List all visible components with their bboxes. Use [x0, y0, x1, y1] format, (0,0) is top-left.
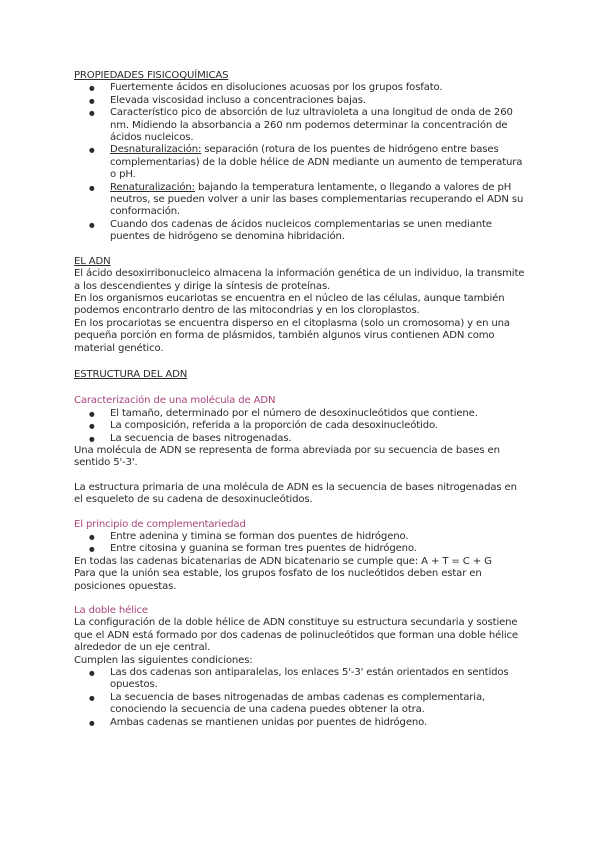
list-item: ● La secuencia de bases nitrogenadas de ambas cadenas es complementaria, conociendo la secuencia de una cadena puedes obtener la otra.: [110, 692, 526, 717]
paragraph: La estructura primaria de una molécula de ADN es la secuencia de bases nitrogenadas en el esqueleto de su cadena de desoxinucleótidos.: [74, 481, 517, 506]
list-item: ● Las dos cadenas son antiparalelas, los enlaces 5'-3' están orientados en sentidos opuestos.: [110, 667, 526, 692]
subheading-doble-helice: La doble hélice: [74, 605, 148, 617]
list-item: ● Renaturalización: bajando la temperatura lentamente, o llegando a valores de pH neutros, se pueden volver a unir las bases complementarias recuperando el ADN su conformación.: [110, 182, 526, 219]
subheading-complementariedad: El principio de complementariedad: [74, 518, 246, 530]
list-item: ● Entre citosina y guanina se forman tres puentes de hidrógeno.: [110, 543, 526, 555]
paragraph: En los procariotas se encuentra disperso en el citoplasma (solo un cromosoma) y en una pequeña porción en forma de plásmidos, también algunos virus contienen ADN como material genético.: [74, 317, 510, 354]
paragraph: El ácido desoxirribonucleico almacena la información genética de un individuo, la transmite a los descendientes y dirige la síntesis de proteínas.: [74, 268, 525, 292]
list-item: ● Desnaturalización: separación (rotura de los puentes de hidrógeno entre bases complementarias) de la doble hélice de ADN mediante un aumento de temperatura o pH.: [110, 144, 526, 181]
section-title-estructura: ESTRUCTURA DEL ADN: [74, 368, 188, 380]
term-desnaturalizacion: Desnaturalización:: [110, 144, 202, 156]
subheading-caracterizacion: Caracterización de una molécula de ADN: [74, 395, 276, 407]
list-item: ● Ambas cadenas se mantienen unidas por puentes de hidrógeno.: [110, 717, 526, 729]
complementariedad-list: [74, 531, 526, 556]
paragraph: Cumplen las siguientes condiciones:: [74, 654, 253, 666]
list-item: ● Cuando dos cadenas de ácidos nucleicos complementarias se unen mediante puentes de hidrógeno se denomina hibridación.: [110, 219, 526, 244]
doble-helice-list: [74, 667, 526, 729]
list-item: ● Fuertemente ácidos en disoluciones acuosas por los grupos fosfato.: [110, 82, 526, 94]
list-item: ● Entre adenina y timina se forman dos puentes de hidrógeno.: [110, 531, 526, 543]
paragraph: En los organismos eucariotas se encuentra en el núcleo de las células, aunque también podemos encontrarlo dentro de las mitocondrias y en los cloroplastos.: [74, 292, 505, 317]
section-title-adn: EL ADN: [74, 255, 111, 267]
caracterizacion-list: [74, 408, 526, 445]
list-item: ● Característico pico de absorción de luz ultravioleta a una longitud de onda de 260 nm. Midiendo la absorbancia a 260 nm podemos determinar la concentración de ácidos nucleicos.: [110, 107, 526, 144]
list-item: ● El tamaño, determinado por el número de desoxinucleótidos que contiene.: [110, 408, 526, 420]
paragraph: Para que la unión sea estable, los grupos fosfato de los nucleótidos deben estar en posiciones opuestas.: [74, 568, 482, 592]
paragraph: En todas las cadenas bicatenarias de ADN bicatenario se cumple que: A + T = C + G: [74, 555, 492, 567]
paragraph: La configuración de la doble hélice de ADN constituye su estructura secundaria y sostiene que el ADN está formado por dos cadenas de polinucleótidos que forman una doble hélice alrededor de un eje central.: [74, 617, 518, 654]
term-renaturalizacion: Renaturalización:: [110, 181, 195, 193]
list-item: ● Elevada viscosidad incluso a concentraciones bajas.: [110, 95, 526, 107]
list-item: ● La composición, referida a la proporción de cada desoxinucleótido.: [110, 420, 526, 432]
section-title-properties: PROPIEDADES FISICOQUÍMICAS: [74, 70, 229, 81]
properties-list: [74, 82, 526, 243]
list-item: ● La secuencia de bases nitrogenadas.: [110, 433, 526, 445]
paragraph: Una molécula de ADN se representa de forma abreviada por su secuencia de bases en sentido 5'-3'.: [74, 444, 500, 469]
